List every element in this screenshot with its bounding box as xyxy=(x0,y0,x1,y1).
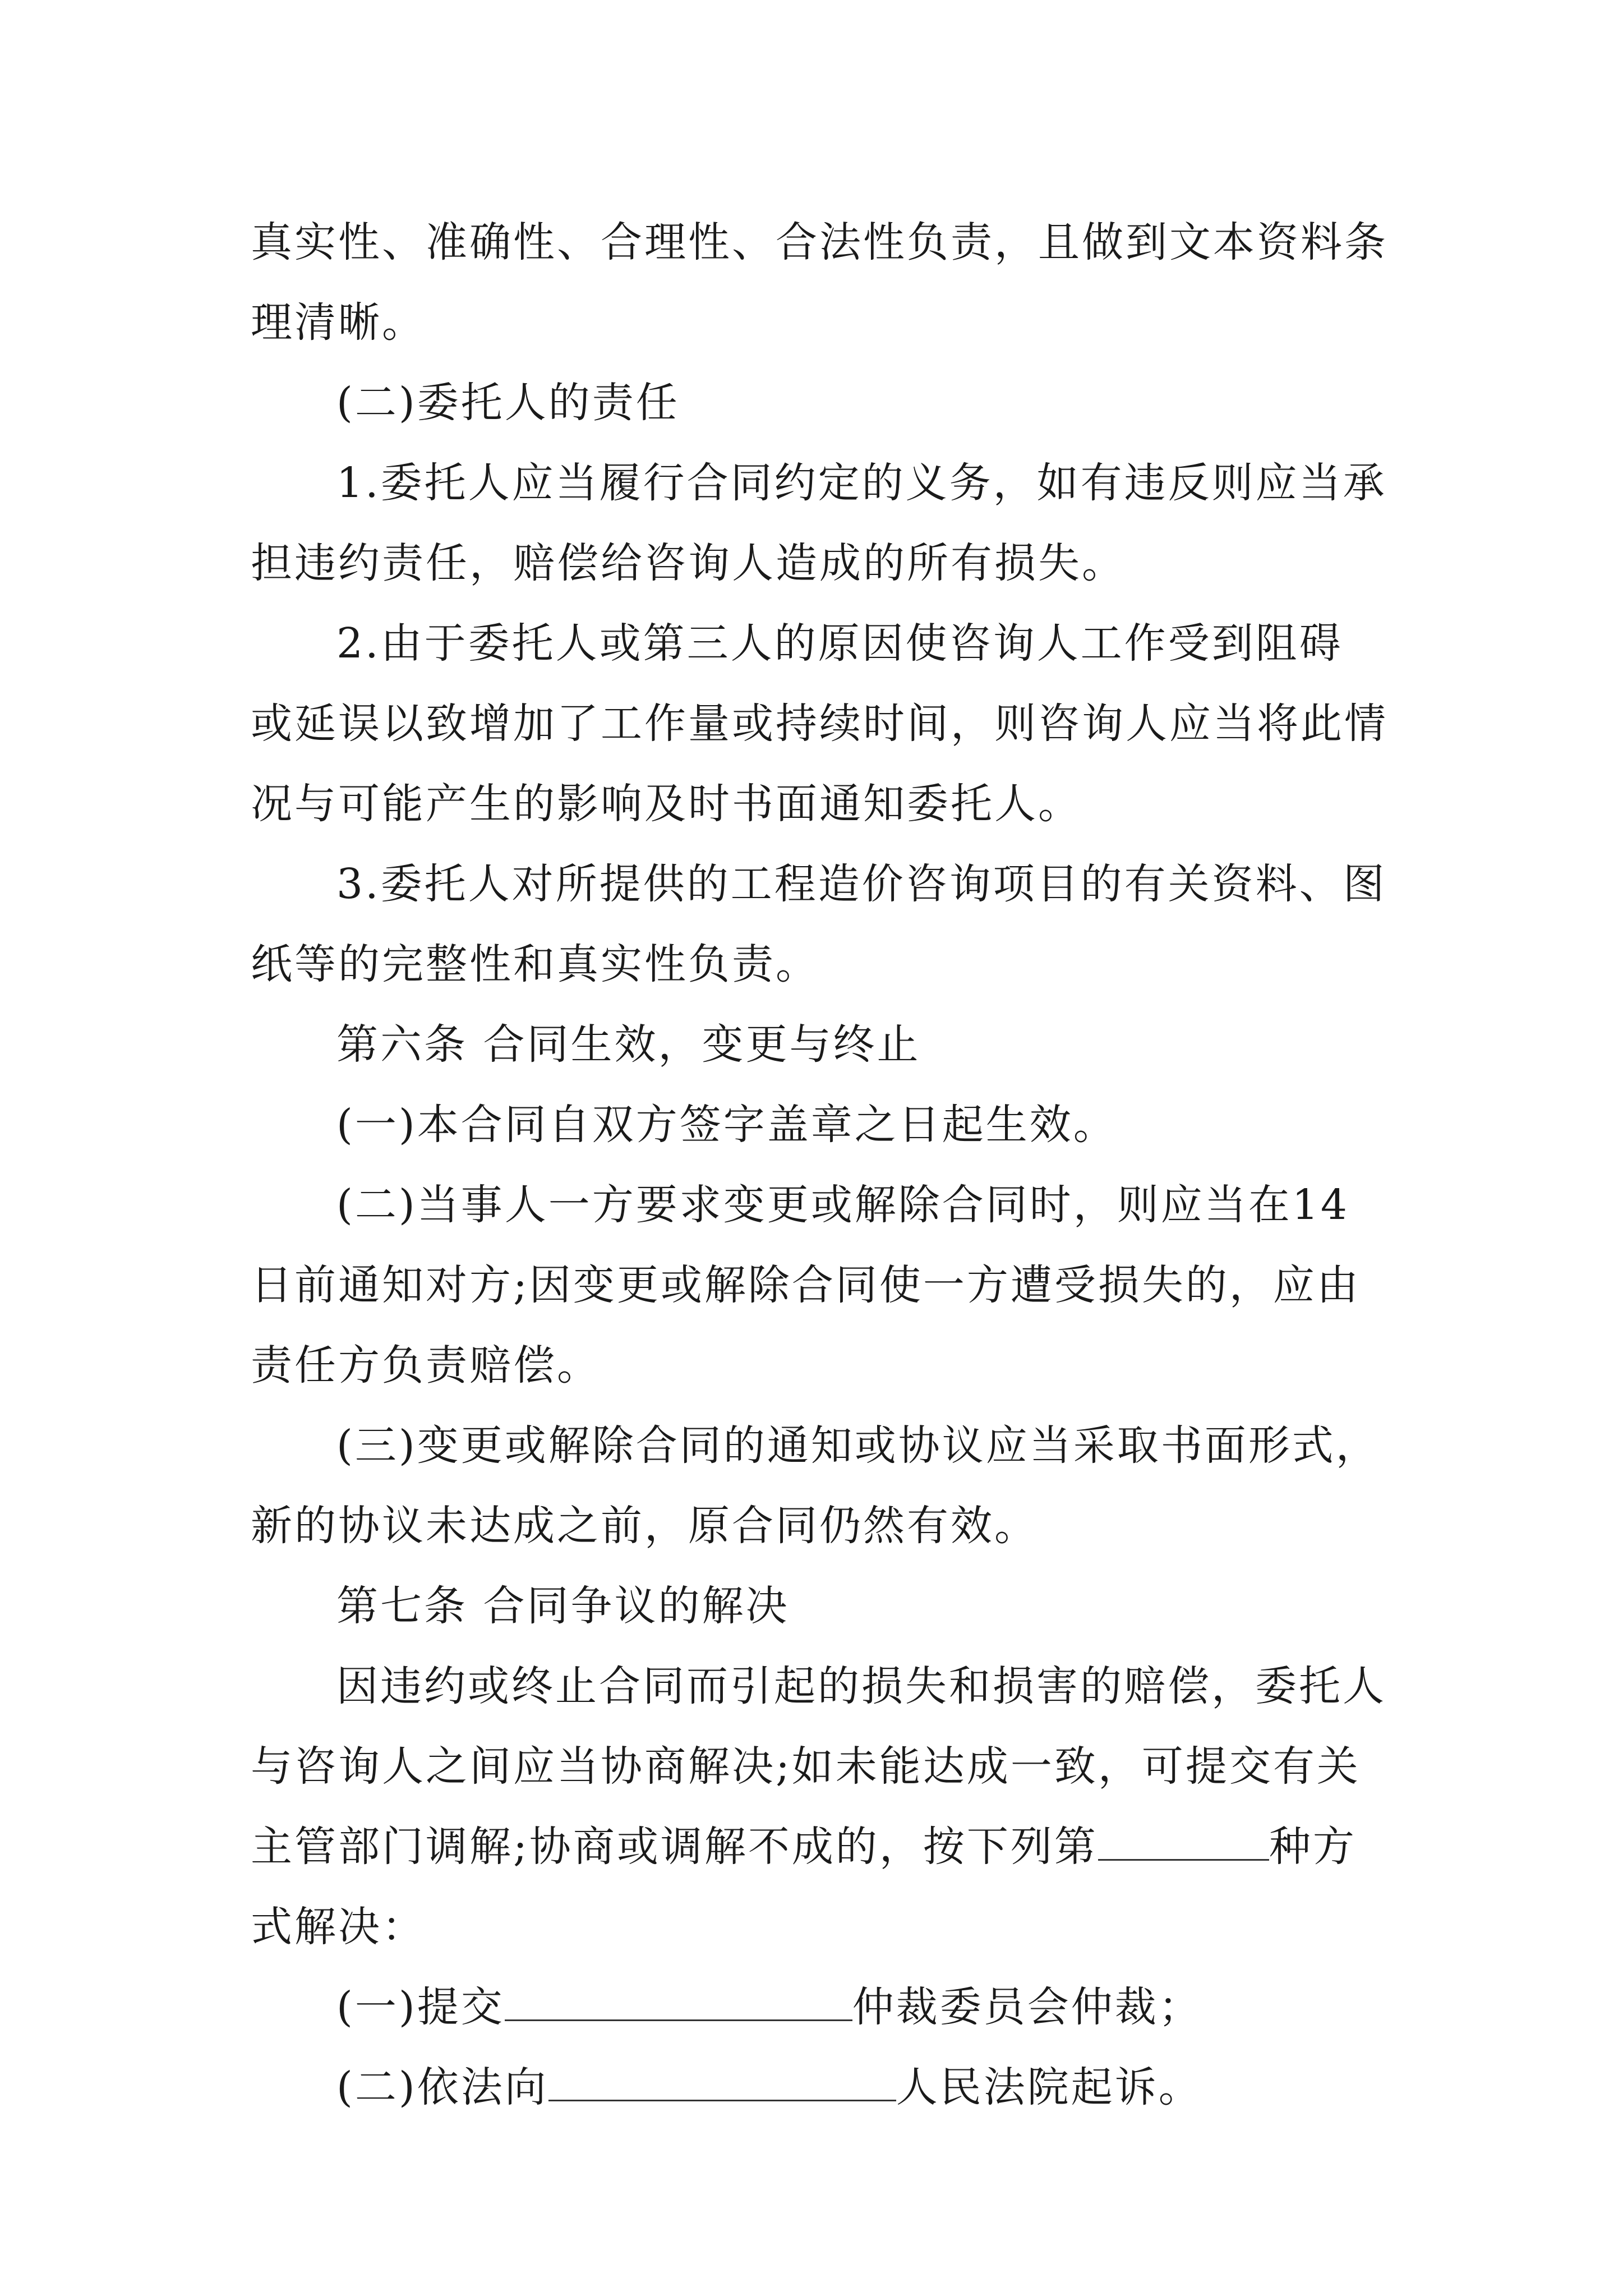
text-line: 真实性、准确性、合理性、合法性负责，且做到文本资料条 xyxy=(251,218,1388,266)
text-fragment: 仲裁委员会仲裁； xyxy=(852,1983,1202,2031)
text-fragment: (二)依法向 xyxy=(336,2063,548,2111)
text-line-with-blank xyxy=(336,2059,1202,2115)
text-fragment: 人民法院起诉。 xyxy=(896,2063,1202,2111)
text-line: (三)变更或解除合同的通知或协议应当采取书面形式， xyxy=(336,1421,1380,1470)
text-line: 新的协议未达成之前，原合同仍然有效。 xyxy=(251,1502,1038,1550)
text-line: 责任方负责赔偿。 xyxy=(251,1341,601,1389)
text-line: 1.委托人应当履行合同约定的义务，如有违反则应当承 xyxy=(336,459,1387,507)
fill-in-blank xyxy=(548,2060,896,2101)
text-line: 式解决： xyxy=(251,1903,426,1951)
text-fragment: 主管部门调解;协商或调解不成的，按下列第 xyxy=(251,1823,1098,1871)
text-line-with-blank xyxy=(336,1979,1202,2035)
text-fragment: (一)提交 xyxy=(336,1983,505,2031)
text-line: 理清晰。 xyxy=(251,298,426,347)
text-line: 况与可能产生的影响及时书面通知委托人。 xyxy=(251,780,1082,828)
section-heading: (二)委托人的责任 xyxy=(336,379,680,427)
text-fragment: 种方 xyxy=(1269,1823,1357,1871)
text-line: 因违约或终止合同而引起的损失和损害的赔偿，委托人 xyxy=(336,1662,1386,1710)
text-line: 纸等的完整性和真实性负责。 xyxy=(251,940,819,988)
article-heading: 第七条 合同争议的解决 xyxy=(336,1582,790,1630)
article-heading: 第六条 合同生效，变更与终止 xyxy=(336,1020,921,1069)
text-line: 与咨询人之间应当协商解决;如未能达成一致，可提交有关 xyxy=(251,1742,1361,1791)
text-line: (一)本合同自双方签字盖章之日起生效。 xyxy=(336,1101,1117,1149)
text-line: 担违约责任，赔偿给咨询人造成的所有损失。 xyxy=(251,539,1126,587)
text-line: 日前通知对方;因变更或解除合同使一方遭受损失的，应由 xyxy=(251,1261,1361,1309)
text-line: 或延误以致增加了工作量或持续时间，则咨询人应当将此情 xyxy=(251,700,1388,748)
text-line-with-blank xyxy=(251,1819,1357,1875)
text-line: (二)当事人一方要求变更或解除合同时，则应当在14 xyxy=(336,1181,1349,1229)
text-line: 2.由于委托人或第三人的原因使咨询人工作受到阻碍 xyxy=(336,619,1343,668)
text-line: 3.委托人对所提供的工程造价咨询项目的有关资料、图 xyxy=(336,860,1387,908)
fill-in-blank xyxy=(505,1980,852,2021)
fill-in-blank xyxy=(1098,1820,1269,1861)
